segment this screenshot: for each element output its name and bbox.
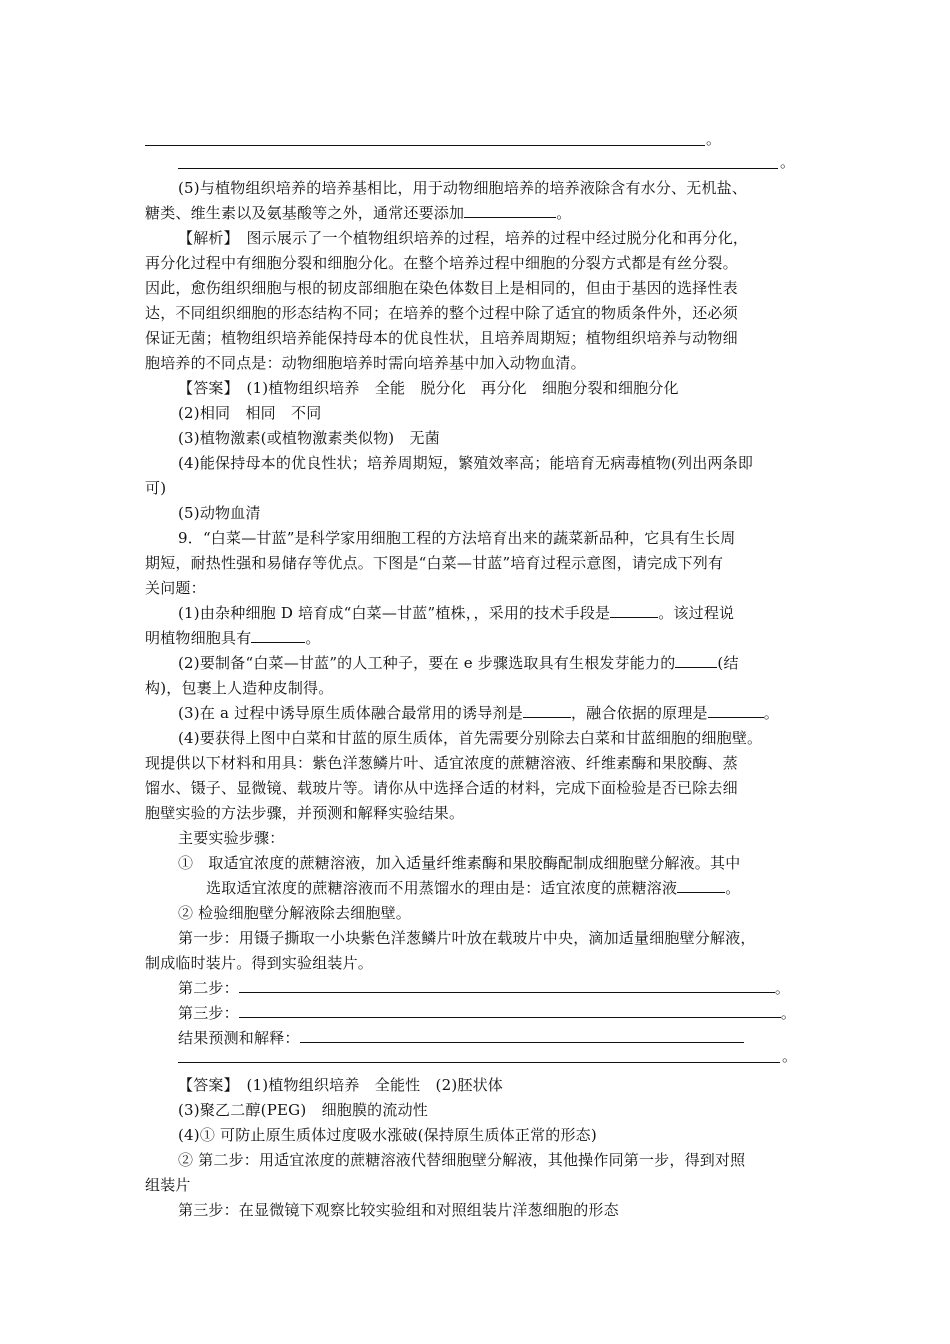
q9-1-line-2: 明植物细胞具有 。 xyxy=(145,629,321,647)
q9-2-line-2: 构)，包裹上人造种皮制得。 xyxy=(145,679,334,697)
steps-heading: 主要实验步骤： xyxy=(178,829,285,847)
q9-4-line-3: 馏水、镊子、显微镜、载玻片等。请你从中选择合适的材料，完成下面检验是否已除去细 xyxy=(145,779,738,797)
analysis-line-3: 因此，愈伤组织细胞与根的韧皮部细胞在染色体数目上是相同的，但由于基因的选择性表 xyxy=(145,279,738,297)
period: 。 xyxy=(556,204,572,222)
step-2-heading: ② 检验细胞壁分解液除去细胞壁。 xyxy=(178,904,411,922)
first-step-line-1: 第一步：用镊子撕取一小块紫色洋葱鳞片叶放在载玻片中央，滴加适量细胞壁分解液， xyxy=(178,929,756,947)
answer-blank[interactable] xyxy=(677,878,725,893)
question-9-line-2: 期短，耐热性强和易储存等优点。下图是“白菜—甘蓝”培育过程示意图，请完成下列有 xyxy=(145,554,724,572)
question-9-line-3: 关问题： xyxy=(145,579,206,597)
answer-line-4: (4)能保持母本的优良性状；培养周期短，繁殖效率高；能培育无病毒植物(列出两条即 xyxy=(178,454,754,472)
third-step-line: 第三步： 。 xyxy=(178,1004,797,1022)
answer-line-5: 可) xyxy=(145,479,167,497)
q9-4-line-2: 现提供以下材料和用具：紫色洋葱鳞片叶、适宜浓度的蔗糖溶液、纤维素酶和果胶酶、蒸 xyxy=(145,754,738,772)
answer-blank[interactable] xyxy=(300,1028,744,1043)
analysis-line-4: 达，不同组织细胞的形态结构不同；在培养的整个过程中除了适宜的物质条件外，还必须 xyxy=(145,304,738,322)
question-5-text: 糖类、维生素以及氨基酸等之外，通常还要添加 xyxy=(145,204,465,222)
answer-9-line-4: ② 第二步：用适宜浓度的蔗糖溶液代替细胞壁分解液，其他操作同第一步，得到对照 xyxy=(178,1151,746,1169)
analysis-line-5: 保证无菌；植物组织培养能保持母本的优良性状，且培养周期短；植物组织培养与动物细 xyxy=(145,329,738,347)
answer-9-line-2: (3)聚乙二醇(PEG) 细胞膜的流动性 xyxy=(178,1101,428,1119)
answer-blank[interactable] xyxy=(239,978,775,993)
first-step-line-2: 制成临时装片。得到实验组装片。 xyxy=(145,954,374,972)
period: 。 xyxy=(782,1047,798,1065)
q9-1-line-1: (1)由杂种细胞 D 培育成“白菜—甘蓝”植株，，采用的技术手段是 。该过程说 xyxy=(178,604,735,622)
answer-line-2: (2)相同 相同 不同 xyxy=(178,404,322,422)
step-1-line-2: 选取适宜浓度的蔗糖溶液而不用蒸馏水的理由是：适宜浓度的蔗糖溶液 。 xyxy=(206,879,741,897)
answer-line-6: (5)动物血清 xyxy=(178,504,261,522)
question-9-line-1: 9．“白菜—甘蓝”是科学家用细胞工程的方法培育出来的蔬菜新品种，它具有生长周 xyxy=(178,529,736,547)
answer-blank[interactable] xyxy=(675,653,717,668)
answer-blank[interactable] xyxy=(239,1003,781,1018)
analysis-line-1: 【解析】 图示展示了一个植物组织培养的过程，培养的过程中经过脱分化和再分化， xyxy=(178,229,749,247)
answer-blank[interactable] xyxy=(464,203,556,218)
answer-9-line-5: 组装片 xyxy=(145,1176,191,1194)
q9-2-line-1: (2)要制备“白菜—甘蓝”的人工种子，要在 e 步骤选取具有生根发芽能力的 (结 xyxy=(178,654,739,672)
period: 。 xyxy=(706,130,722,148)
question-5-line-1: (5)与植物组织培养的培养基相比，用于动物细胞培养的培养液除含有水分、无机盐、 xyxy=(178,179,748,197)
answer-line[interactable] xyxy=(178,168,778,169)
answer-9-line-6: 第三步：在显微镜下观察比较实验组和对照组装片洋葱细胞的形态 xyxy=(178,1201,619,1219)
answer-blank[interactable] xyxy=(708,703,764,718)
answer-line[interactable] xyxy=(178,1062,780,1063)
q9-4-line-1: (4)要获得上图中白菜和甘蓝的原生质体，首先需要分别除去白菜和甘蓝细胞的细胞壁。 xyxy=(178,729,763,747)
question-5-line-2 xyxy=(145,203,815,223)
step-1-line-1: ① 取适宜浓度的蔗糖溶液，加入适量纤维素酶和果胶酶配制成细胞壁分解液。其中 xyxy=(178,854,741,872)
answer-line-1: 【答案】 (1)植物组织培养 全能 脱分化 再分化 细胞分裂和细胞分化 xyxy=(178,379,679,397)
q9-4-line-4: 胞壁实验的方法步骤，并预测和解释实验结果。 xyxy=(145,804,465,822)
analysis-line-6: 胞培养的不同点是：动物细胞培养时需向培养基中加入动物血清。 xyxy=(145,354,586,372)
answer-line[interactable] xyxy=(145,145,705,146)
q9-3-line: (3)在 a 过程中诱导原生质体融合最常用的诱导剂是 ，融合依据的原理是 。 xyxy=(178,704,779,722)
second-step-line: 第二步： 。 xyxy=(178,979,791,997)
answer-blank[interactable] xyxy=(610,603,658,618)
analysis-line-2: 再分化过程中有细胞分裂和细胞分化。在整个培养过程中细胞的分裂方式都是有丝分裂。 xyxy=(145,254,738,272)
answer-line-3: (3)植物激素(或植物激素类似物) 无菌 xyxy=(178,429,440,447)
answer-9-line-1: 【答案】 (1)植物组织培养 全能性 (2)胚状体 xyxy=(178,1076,503,1094)
answer-blank[interactable] xyxy=(523,703,571,718)
result-line: 结果预测和解释： xyxy=(178,1028,815,1048)
answer-blank[interactable] xyxy=(251,628,305,643)
answer-9-line-3: (4)① 可防止原生质体过度吸水涨破(保持原生质体正常的形态) xyxy=(178,1126,597,1144)
period: 。 xyxy=(780,153,796,171)
